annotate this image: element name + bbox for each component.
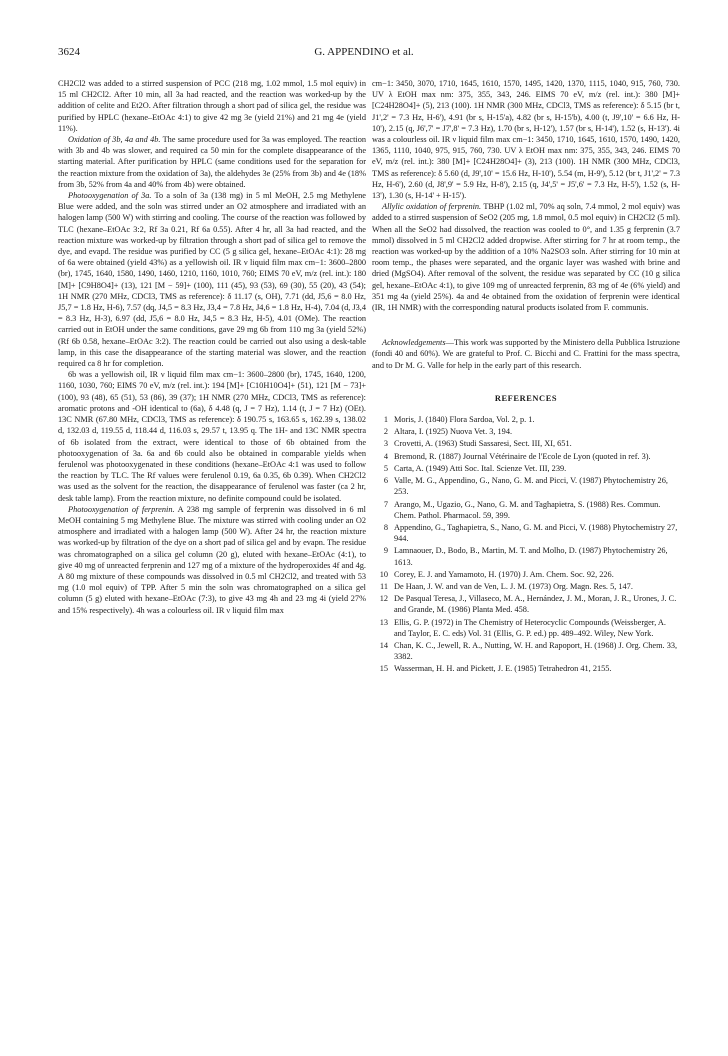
right-column [372,78,680,1038]
running-head: G. APPENDINO et al. [314,46,414,58]
reference-number: 2 [383,427,388,437]
acknowledgements [372,337,680,371]
reference-item [372,545,680,567]
reference-number: 4 [383,451,388,461]
references-heading: REFERENCES [494,393,558,403]
reference-number: 6 [383,476,388,486]
references-list [372,414,680,674]
reference-text: Lamnaouer, D., Bodo, B., Martin, M. T. and Molho, D. (1987) Phytochemistry 26, 1613. [394,546,668,567]
paragraph-text: CH2Cl2 was added to a stirred suspension of PCC (218 mg, 1.02 mmol, 1.5 mol equiv) in 15 ml CH2Cl2. After 10 min, all 3a had reacted, and the reaction was worked-up by the addition of celite and Et2O. After filtration through a short pad of silica gel, the residue was purified by HPLC (hexane–EtOAc 4:1) to give 42 mg 3e (yield 21%) and 21 mg 4e (yield 11%). [58,79,366,133]
reference-item [372,617,680,639]
paragraph-text: TBHP (1.02 ml, 70% aq soln, 7.4 mmol, 2 mol equiv) was added to a stirred suspension of SeO2 (205 mg, 1.8 mmol, 0.5 mol equiv) in CH2Cl2 (5 ml). When all the SeO2 had dissolved, the reaction was cooled to 0°, and 1.35 g ferprenin (3.7 mmol) dissolved in 5 ml CH2Cl2 added dropwise. After stirring for 7 hr at room temp., the reaction was worked-up by the addition of a 10% Na2SO3 soln. After stirring for 10 min at room temp., the phases were separated, and the organic layer was washed with brine and dried (MgSO4). After removal of the solvent, the residue was separated by CC (10 g silica gel, hexane–EtOAc 4:1), to give 109 mg of unreacted ferprenin, 83 mg of 4e (6% yield) and 351 mg 4a (yield 25%). 4a and 4e obtained from the oxidation of ferprenin were identical (IR, 1H NMR) with the corresponding natural products isolated from F. communis. [372,202,680,313]
paragraph [372,201,680,313]
reference-text: Valle, M. G., Appendino, G., Nano, G. M. and Picci, V. (1987) Phytochemistry 26, 253. [394,476,668,497]
reference-item [372,593,680,615]
reference-number: 5 [383,463,388,473]
reference-number: 7 [383,499,388,509]
left-column [58,78,366,1038]
paragraph [58,78,366,134]
reference-number: 8 [383,522,388,532]
paragraph [58,504,366,616]
acknowledgements-lead: Acknowledgements [382,338,446,348]
paragraph [58,190,366,369]
reference-item [372,475,680,497]
paragraph-text: cm−1: 3450, 3070, 1710, 1645, 1610, 1570, 1495, 1420, 1370, 1115, 1040, 915, 760, 730. UV λ EtOH max nm: 375, 355, 343, 246. EIMS 70 eV, m/z (rel. int.): 380 [M]+ [C24H28O4]+ (5), 213 (100). 1H NMR (300 MHz, CDCl3, TMS as reference): δ 5.15 (br t, J1',2' = 7.3 Hz, H-6'), 4.91 (br s, H-15'a), 4.82 (br s, H-15'b), 4.00 (t, J9',10' = 6.6 Hz, H-10'), 2.15 (q, J6',7' = J7',8' = 7.3 Hz), 1.70 (br s, H-12'), 1.57 (br s, H-14'), 1.52 (s, H-13'). 4i was a colourless oil. IR ν liquid film max cm−1: 3450, 1710, 1645, 1610, 1570, 1490, 1420, 1365, 1110, 1040, 975, 915, 760, 730. UV λ EtOH max nm: 375, 355, 343, 246. EIMS 70 eV, m/z (rel. int.): 380 [M]+ [C24H28O4]+ (3), 213 (100). 1H NMR (300 MHz, CDCl3, TMS as reference): δ 5.60 (d, J9',10' = 15.6 Hz, H-10'), 5.54 (m, H-9'), 5.12 (br t, J1',2' = 7.3 Hz, H-6'), 2.60 (d, J8',9' = 5.9 Hz, H-8'), 2.15 (q, J4',5' = J5',6' = 7.3 Hz, H-5'), 1.52 (s, H-13'), 1.30 (s, H-14' + H-15'). [372,79,680,201]
reference-number: 14 [379,640,388,650]
paragraph-lead: Oxidation of 3b, 4a and 4b. [68,135,161,145]
reference-number: 3 [383,439,388,449]
reference-item [372,663,680,674]
reference-item [372,640,680,662]
paragraph [372,78,680,201]
reference-text: Moris, J. (1840) Flora Sardoa, Vol. 2, p. 1. [394,415,535,425]
paragraph-text: The same procedure used for 3a was employed. The reaction with 3b and 4b was slower, and required ca 50 min for the complete disappearance of the starting material. After purification by HPLC (same conditions used for the separation for the reaction mixture from the oxidation of 3a), the aldehydes 3e (25% from 3b) and 4e (18% from 3b, 52% from 4a and 40% from 4b) were obtained. [58,135,366,189]
reference-item [372,499,680,521]
paragraph-text: 6b was a yellowish oil, IR ν liquid film max cm−1: 3600–2800 (br), 1745, 1640, 1200, 1160, 1030, 760; EIMS 70 eV, m/z (rel. int.): 194 [M]+ [C10H10O4]+ (51), 121 [M − 73]+ (100), 93 (48), 65 (51), 53 (86), 39 (37); 1H NMR (270 MHz, CDCl3, TMS as reference): aromatic protons and -OH identical to (6a), δ 4.48 (q, J = 7 Hz), 1.14 (t, J = 7 Hz) (OEt). 13C NMR (67.80 MHz, CDCl3, TMS as reference): δ 190.75 s, 163.65 s, 162.39 s, 138.02 d, 132.03 d, 119.55 d, 118.44 d, 116.03 s, 29.57 t, 13.95 q. The 1H- and 13C NMR spectra of 6b isolated from the extract, were identical to those of 6b obtained from the photooxygenation of 3a. 6a and 6b could also be obtained in comparable yields when ferulenol was photooxygenated in these conditions (hexane–EtOAc 4:1 was used to follow the reaction by TLC. The Rf values were ferulenol 0.19, 6a 0.35, 6b 0.39). When CH2Cl2 was used as the solvent for the reaction, the disappearance of ferulenol was faster (ca 2 hr, desk table lamp). From the reaction mixture, no definite compound could be isolated. [58,370,366,503]
paragraph-text: To a soln of 3a (138 mg) in 5 ml MeOH, 2.5 mg Methylene Blue were added, and the soln was stirred under an O2 atmosphere and irradiated with an halogen lamp (500 W) with stirring and cooling. The course of the reaction was followed by TLC (hexane–EtOAc 3:2, Rf 3a 0.21, Rf 6a 0.55). After 4 hr, all 3a had reacted, and the reaction mixture was worked-up by filtration through a short pad of silica gel to remove the dye, and evapd. The residue was purified by CC (5 g silica gel, hexane–EtOAc 4:1): 28 mg of 6a were obtained (yield 43%) as a yellowish oil. IR ν liquid film max cm−1: 3600–2800 (br), 1745, 1640, 1580, 1490, 1460, 1210, 1160, 1010, 760; EIMS 70 eV, m/z (rel. int.): 180 [M]+ [C9H8O4]+ (13), 121 [M − 59]+ (100), 111 (45), 93 (53), 69 (30), 55 (20), 43 (54); 1H NMR (270 MHz, CDCl3, TMS as reference): δ 11.17 (s, OH), 7.71 (dd, J5,6 = 8.0 Hz, J5,7 = 1.8 Hz, H-6), 7.57 (dq, J4,5 = 8.3 Hz, J3,4 = 7.8 Hz, J4,6 = 1.8 Hz, H-4), 7.04 (d, J3,4 = 8.3 Hz, H-3), 6.97 (dd, J5,6 = 8.0 Hz, J4,5 = 8.3 Hz, H-5), 4.01 (OMe). The reaction carried out in EtOH under the same conditions, gave 29 mg 6b from 110 mg 3a (yield 52%) (Rf 6b 0.58, hexane–EtOAc 3:2). The reaction could be carried out also using a desk-table lamp, in this case the disappearance of the starting material was slower, and the reaction required ca 8 hr for completion. [58,191,366,369]
reference-number: 13 [379,617,388,627]
reference-text: Appendino, G., Taghapietra, S., Nano, G. M. and Picci, V. (1988) Phytochemistry 27, 944. [394,522,678,544]
reference-text: Wasserman, H. H. and Pickett, J. E. (1985) Tetrahedron 41, 2155. [394,664,612,674]
paragraph-lead: Photooxygenation of 3a. [68,191,152,201]
reference-text: Chan, K. C., Jewell, R. A., Nutting, W. H. and Rapoport, H. (1968) J. Org. Chem. 33, 3382. [394,640,678,662]
reference-item [372,438,680,449]
paragraph-text: A 238 mg sample of ferprenin was dissolved in 6 ml MeOH containing 5 mg Methylene Blue. The mixture was stirred with cooling under an O2 atmosphere and irradiated with a halogen lamp (500 W). After 24 hr, the reaction mixture was worked-up by filtration of the dye on a short pad of silica gel and by evapn. The residue was chromatographed on a silica gel column (20 g), eluted with hexane–EtOAc (4:1), to give 40 mg of unreacted ferprenin and 127 mg of a mixture of the hydroperoxides 4f and 4g. A 80 mg mixture of these compounds was dissolved in 0.5 ml CH2Cl2, and treated with 53 mg (1.0 mol equiv) of TPP. After 5 min the soln was chromatographed on a silica gel column (5 g) eluted with hexane–EtOAc (7:3), to give 43 mg 4h and 23 mg 4i (yield 27% and 15% respectively). 4h was a colourless oil. IR ν liquid film max [58,504,366,615]
reference-number: 1 [383,415,388,425]
reference-text: Bremond, R. (1887) Journal Vétérinaire de l'Ecole de Lyon (quoted in ref. 3). [394,451,651,461]
reference-text: De Pasqual Teresa, J., Villaseco, M. A., Hernández, J. M., Moran, J. R., Urones, J. C. and Grande, M. (1986) Planta Med. 458. [394,594,677,615]
paragraph [58,369,366,503]
reference-text: Arango, M., Ugazio, G., Nano, G. M. and Taghapietra, S. (1988) Res. Commun. Chem. Pathol. Pharmacol. 59, 399. [394,499,661,520]
reference-item [372,569,680,580]
paragraph [58,134,366,190]
reference-item [372,522,680,544]
acknowledgements-text: —This work was supported by the Ministero della Pubblica Istruzione (fondi 40 and 60%). We are grateful to Prof. C. Bicchi and C. Frattini for the mass spectra, and to Dr M. G. Valle for help in the early part of this research. [372,338,680,370]
reference-item [372,581,680,592]
reference-number: 11 [380,581,388,591]
reference-text: De Haan, J. W. and van de Ven, L. J. M. (1973) Org. Magn. Res. 5, 147. [394,581,633,591]
reference-number: 10 [379,569,388,579]
right-column-body [372,78,680,313]
reference-number: 12 [379,594,388,604]
reference-item [372,414,680,425]
reference-text: Altara, I. (1925) Nuova Vet. 3, 194. [394,427,513,437]
paragraph-lead: Photooxygenation of ferprenin. [68,504,175,514]
reference-item [372,463,680,474]
reference-text: Carta, A. (1949) Atti Soc. Ital. Scienze Vet. III, 239. [394,463,567,473]
page-number: 3624 [58,46,80,58]
reference-item [372,426,680,437]
reference-text: Ellis, G. P. (1972) in The Chemistry of Heterocyclic Compounds (Weissberger, A. and Taylor, E. C. eds) Vol. 31 (Ellis, G. P. ed.) pp. 489–492. Wiley, New York. [394,617,666,638]
paragraph-lead: Allylic oxidation of ferprenin. [382,202,482,212]
reference-number: 9 [383,546,388,556]
reference-number: 15 [379,664,388,674]
reference-item [372,451,680,462]
reference-text: Crovetti, A. (1963) Studi Sassaresi, Sect. III, XI, 651. [394,439,572,449]
reference-text: Corey, E. J. and Yamamoto, H. (1970) J. Am. Chem. Soc. 92, 226. [394,569,614,579]
